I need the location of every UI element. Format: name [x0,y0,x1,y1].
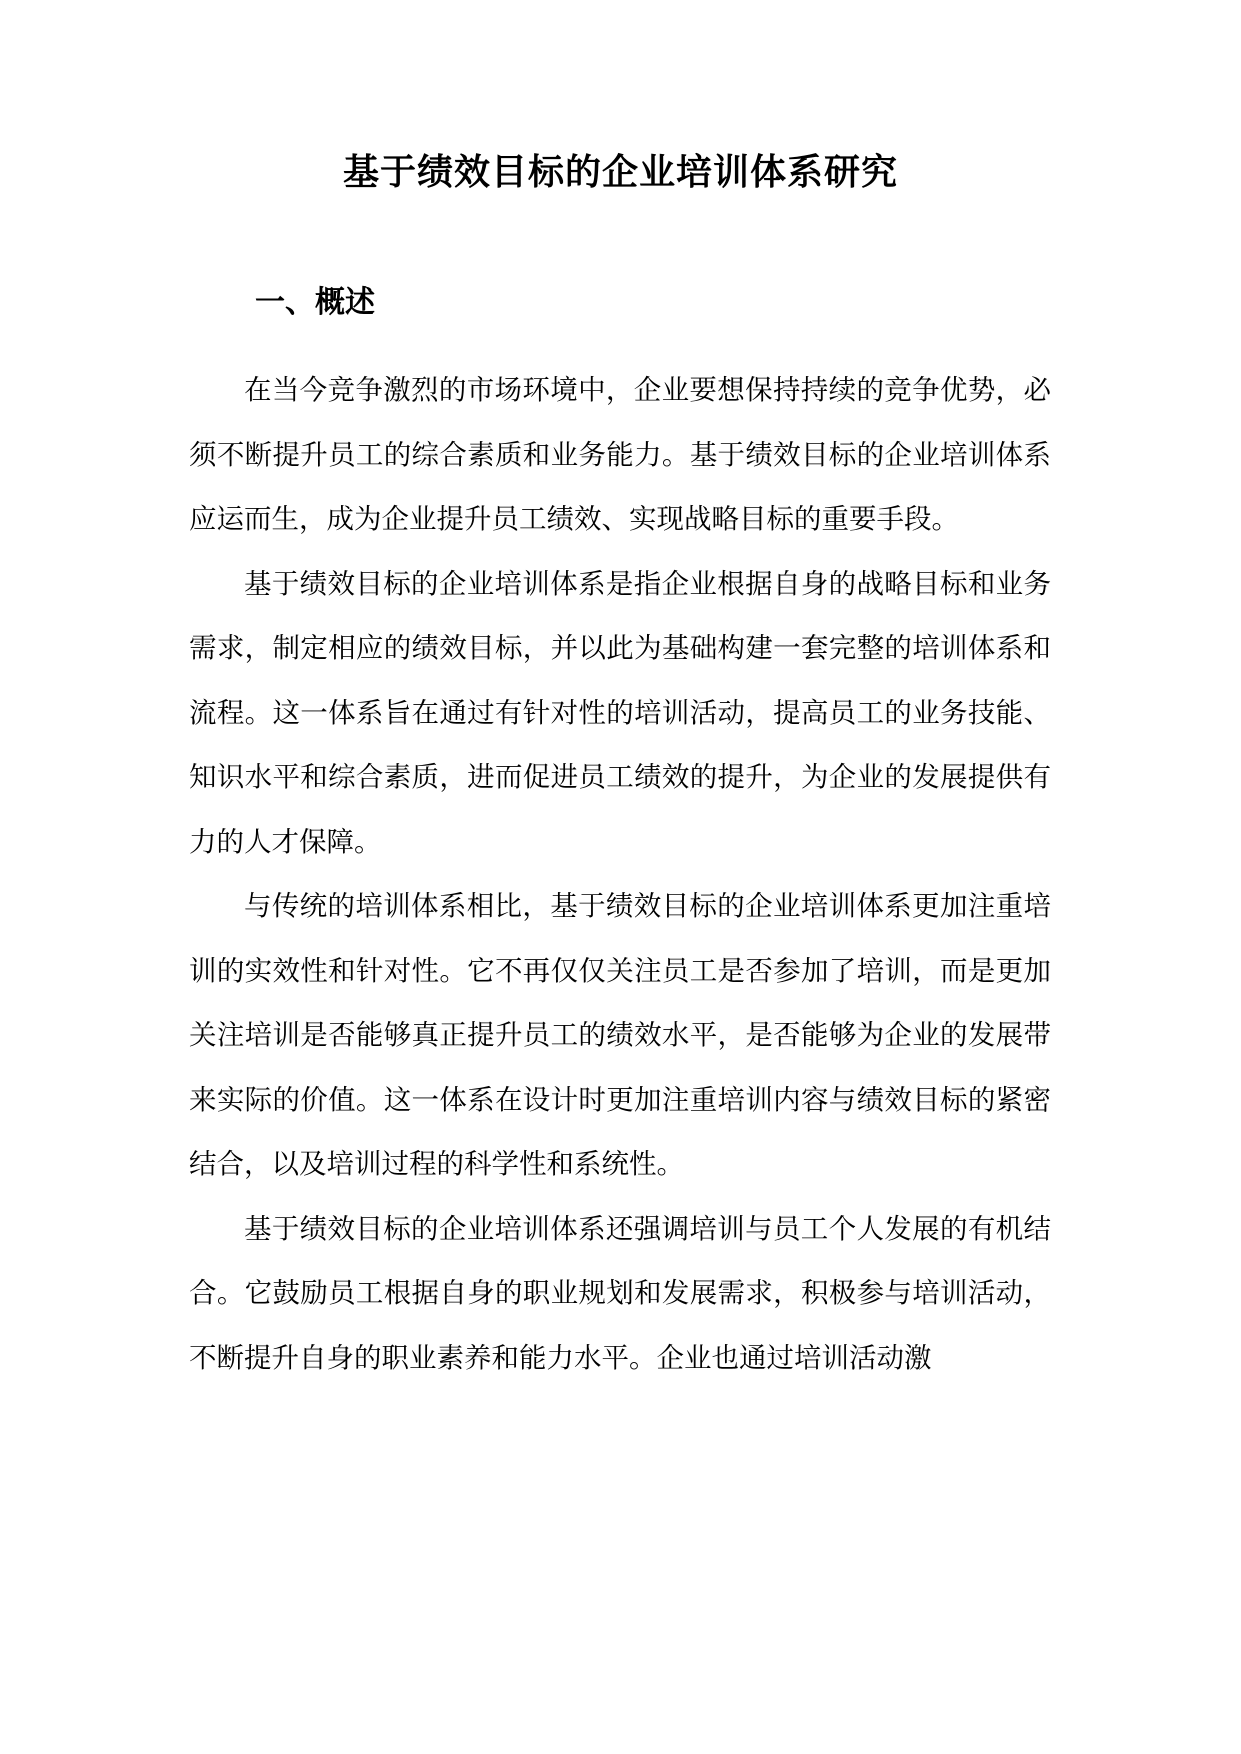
paragraph: 在当今竞争激烈的市场环境中，企业要想保持持续的竞争优势，必须不断提升员工的综合素质和业务能力。基于绩效目标的企业培训体系应运而生，成为企业提升员工绩效、实现战略目标的重要手段。 [189,374,1051,535]
document-title: 基于绩效目标的企业培训体系研究 [342,152,898,193]
section-heading: 一、概述 [255,285,375,320]
document-body [189,358,1051,1390]
paragraph: 基于绩效目标的企业培训体系还强调培训与员工个人发展的有机结合。它鼓励员工根据自身的职业规划和发展需求，积极参与培训活动，不断提升自身的职业素养和能力水平。企业也通过培训活动激 [189,1212,1051,1374]
paragraph: 与传统的培训体系相比，基于绩效目标的企业培训体系更加注重培训的实效性和针对性。它不再仅仅关注员工是否参加了培训，而是更加关注培训是否能够真正提升员工的绩效水平，是否能够为企业的发展带来实际的价值。这一体系在设计时更加注重培训内容与绩效目标的紧密结合，以及培训过程的科学性和系统性。 [189,890,1051,1180]
paragraph: 基于绩效目标的企业培训体系是指企业根据自身的战略目标和业务需求，制定相应的绩效目标，并以此为基础构建一套完整的培训体系和流程。这一体系旨在通过有针对性的培训活动，提高员工的业务技能、知识水平和综合素质，进而促进员工绩效的提升，为企业的发展提供有力的人才保障。 [189,567,1051,858]
